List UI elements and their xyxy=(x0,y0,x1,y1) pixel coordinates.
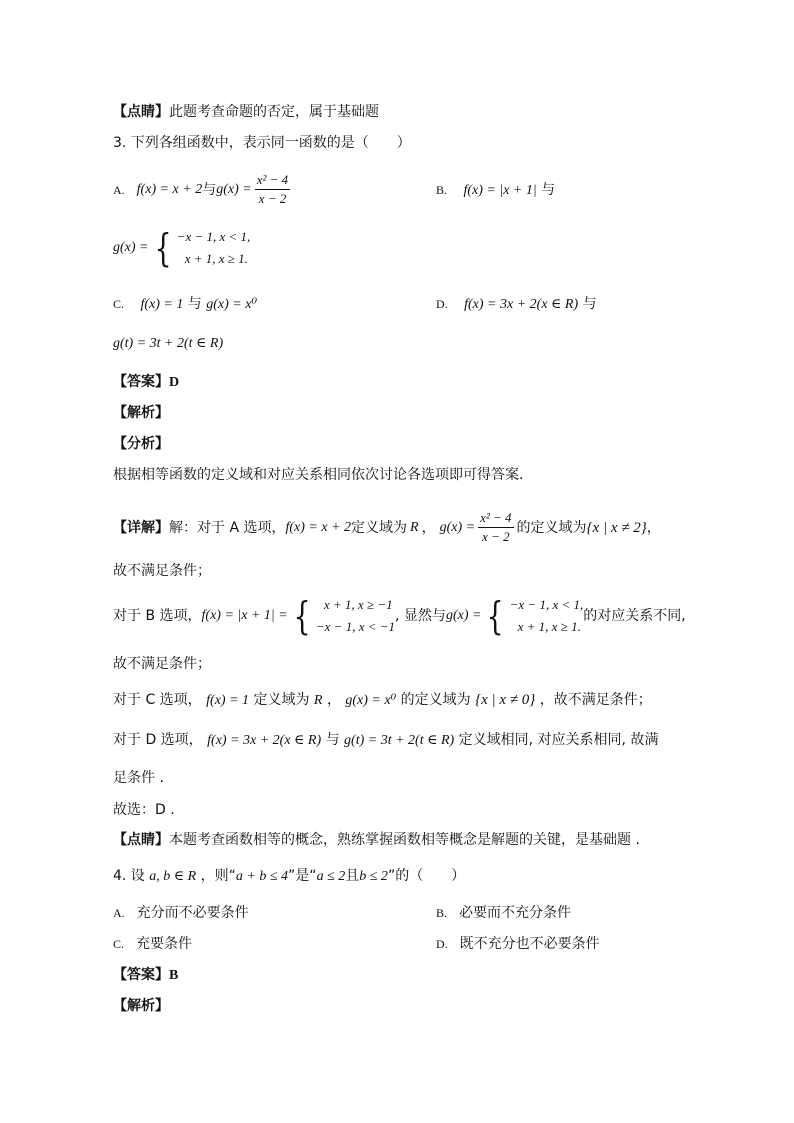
q3-option-a-and: 与 xyxy=(202,181,217,198)
q3-detail-c-R: R xyxy=(313,693,323,708)
q3-option-b-case1: −x − 1, x < 1, xyxy=(176,229,251,244)
q3-detail-d-text1: 对于 D 选项， xyxy=(113,732,203,748)
q3-detail-c-text4: ，故不满足条件； xyxy=(539,692,652,708)
q4-stem xyxy=(113,866,465,887)
q3-option-a-numerator: x² − 4 xyxy=(255,172,290,190)
q3-choose: 故选：D . xyxy=(113,802,175,818)
xiangjie-tag: 【详解】 xyxy=(113,519,169,536)
q3-option-d-label: D. xyxy=(436,297,448,311)
q3-fenxi-tag: 【分析】 xyxy=(113,436,169,452)
q3-detail-b-gcase1: −x − 1, x < 1, xyxy=(509,597,584,612)
q3-detail-a-text1: 解：对于 A 选项， xyxy=(169,519,286,536)
q3-detail-c-g: g(x) = x⁰ xyxy=(345,693,397,708)
q3-answer-line xyxy=(113,372,179,393)
q3-detail-c-text1: 对于 C 选项， xyxy=(113,692,202,708)
q3-detail-a-set: {x | x ≠ 2} xyxy=(586,519,647,536)
q3-detail-a-end: ， xyxy=(646,519,661,536)
q4-option-c-label: C. xyxy=(113,937,125,951)
q3-detail-a-R: R xyxy=(410,519,419,535)
q3-detail-b-brace: { xyxy=(293,594,311,638)
q4-stem-5: ”的（ ） xyxy=(387,868,466,884)
q3-detail-d xyxy=(113,730,658,751)
q4-option-d xyxy=(436,934,600,954)
q3-detail-b-case2: −x − 1, x < −1 xyxy=(315,619,396,634)
q3-option-b-g: g(x) = xyxy=(113,240,149,255)
q3-detail-a-text3: 的定义域为 xyxy=(516,519,587,536)
q3-detail-b-case1: x + 1, x ≥ −1 xyxy=(323,597,393,612)
q4-stem-cond2: a ≤ 2 xyxy=(316,869,346,884)
dianjing-tag: 【点睛】 xyxy=(113,832,169,848)
top-dianjing-line xyxy=(113,102,379,122)
q3-detail-d-text4: 足条件 . xyxy=(113,770,164,786)
q4-answer: B xyxy=(169,968,179,983)
q4-option-a-text: 充分而不必要条件 xyxy=(136,905,249,921)
q3-option-a-g: g(x) = xyxy=(216,181,252,197)
q3-option-c xyxy=(113,294,257,315)
q4-stem-cond3: b ≤ 2 xyxy=(359,869,388,884)
q4-option-a-label: A. xyxy=(113,906,125,920)
dianjing-tag: 【点睛】 xyxy=(113,104,169,120)
q3-detail-b-f: f(x) = |x + 1| = xyxy=(201,608,288,623)
q4-stem-cond1: a + b ≤ 4 xyxy=(235,869,289,884)
top-note-text: 此题考查命题的否定，属于基础题 xyxy=(169,104,379,120)
q3-detail-b xyxy=(113,594,686,638)
q3-option-a xyxy=(113,172,293,207)
q3-option-d xyxy=(436,294,597,315)
q3-detail-a-text2: 定义域为 xyxy=(351,519,408,536)
q3-option-c-f: f(x) = 1 xyxy=(140,297,184,312)
q3-dianjing-text: 本题考查函数相等的概念，熟练掌握函数相等概念是解题的关键，是基础题 . xyxy=(169,832,640,848)
q3-option-b-g-line xyxy=(113,226,250,270)
q4-option-b xyxy=(436,903,571,923)
q3-detail-c-sep: ， xyxy=(326,692,341,708)
q3-detail-a-f: f(x) = x + 2 xyxy=(285,519,352,535)
answer-tag: 【答案】 xyxy=(113,374,169,390)
q3-detail-c-set: {x | x ≠ 0} xyxy=(475,692,536,708)
q3-option-a-f: f(x) = x + 2 xyxy=(136,181,203,197)
q4-answer-line xyxy=(113,965,178,986)
q3-option-d-f: f(x) = 3x + 2(x ∈ R) xyxy=(464,297,579,312)
q3-detail-a-g: g(x) = xyxy=(439,519,476,535)
q3-detail-b-gcase2: x + 1, x ≥ 1. xyxy=(517,619,581,634)
q3-detail-c-f: f(x) = 1 xyxy=(206,693,250,708)
q3-detail-a-numerator: x² − 4 xyxy=(478,510,513,528)
q4-stem-4: 且 xyxy=(345,868,360,884)
q3-detail-b-g: g(x) = xyxy=(445,608,482,623)
q3-detail-c-text2: 定义域为 xyxy=(253,692,310,708)
q3-fenxi-text: 根据相等函数的定义域和对应关系相同依次讨论各选项即可得答案. xyxy=(113,467,524,483)
q4-option-d-text: 既不充分也不必要条件 xyxy=(459,936,600,952)
q4-option-b-label: B. xyxy=(436,906,448,920)
q4-jiexi-tag: 【解析】 xyxy=(113,998,169,1014)
q3-option-a-fraction xyxy=(255,172,290,207)
q3-option-a-denominator: x − 2 xyxy=(258,191,287,206)
q3-detail-d-text3: 定义域相同, 对应关系相同, 故满 xyxy=(458,732,659,748)
q3-option-d-g: g(t) = 3t + 2(t ∈ R) xyxy=(113,336,224,351)
q4-option-d-label: D. xyxy=(436,937,448,951)
q3-detail-b-cases xyxy=(316,594,395,638)
q3-option-b-label: B. xyxy=(436,183,448,197)
q3-detail-d-f: f(x) = 3x + 2(x ∈ R) xyxy=(207,733,322,748)
q3-option-c-label: C. xyxy=(113,297,125,311)
q3-option-d-and: 与 xyxy=(582,296,597,312)
q3-detail-b-text3: 的对应关系不同, xyxy=(583,608,686,624)
q3-detail-b-conclusion: 故不满足条件； xyxy=(113,656,211,672)
q3-detail-a-fraction xyxy=(478,510,513,545)
q3-detail-b-text1: 对于 B 选项， xyxy=(113,608,202,624)
q3-detail-b-g-brace: { xyxy=(487,594,504,638)
q3-dianjing xyxy=(113,830,640,850)
q4-option-a xyxy=(113,903,249,923)
q4-stem-2: ，则“ xyxy=(200,868,236,884)
q3-detail-d-g: g(t) = 3t + 2(t ∈ R) xyxy=(344,733,455,748)
q4-stem-3: ”是“ xyxy=(288,868,317,884)
answer-tag: 【答案】 xyxy=(113,967,169,983)
q3-option-a-label: A. xyxy=(113,182,125,197)
q3-detail-c xyxy=(113,690,652,711)
q3-option-b-brace: { xyxy=(154,226,172,270)
q3-option-b xyxy=(436,180,555,201)
q3-option-b-f: f(x) = |x + 1| xyxy=(463,183,537,198)
q3-detail-c-text3: 的定义域为 xyxy=(400,692,471,708)
q3-option-b-case2: x + 1, x ≥ 1. xyxy=(184,251,248,266)
q3-answer: D xyxy=(169,375,180,390)
q4-option-b-text: 必要而不充分条件 xyxy=(459,905,572,921)
q3-detail-b-g-cases xyxy=(510,594,584,638)
q3-option-c-g: g(x) = x⁰ xyxy=(206,297,258,312)
q3-stem: 3. 下列各组函数中，表示同一函数的是（ ） xyxy=(113,135,411,151)
q3-detail-a: 【详解】 解：对于 A 选项， f(x) = x + 2 定义域为 R ， g(x) = $\frac{\text{x² − 4}}{x - 2}$ 的定义域为 {x | x ≠ 2} ， xyxy=(113,510,661,544)
q3-option-c-and: 与 xyxy=(187,296,202,312)
q3-option-b-cases xyxy=(177,226,251,270)
q3-detail-d-text2: 与 xyxy=(325,732,340,748)
q3-detail-b-text2: , 显然与 xyxy=(395,608,446,624)
q4-stem-1: 4. 设 xyxy=(113,868,145,884)
q3-detail-a-conclusion: 故不满足条件； xyxy=(113,563,211,579)
q4-option-c-text: 充要条件 xyxy=(136,936,193,952)
q4-option-c xyxy=(113,934,192,954)
q3-detail-a-denominator: x − 2 xyxy=(482,529,510,544)
q3-option-b-and: 与 xyxy=(541,182,556,198)
q3-jiexi-tag: 【解析】 xyxy=(113,405,169,421)
q4-stem-vars: a, b ∈ R xyxy=(149,869,197,884)
